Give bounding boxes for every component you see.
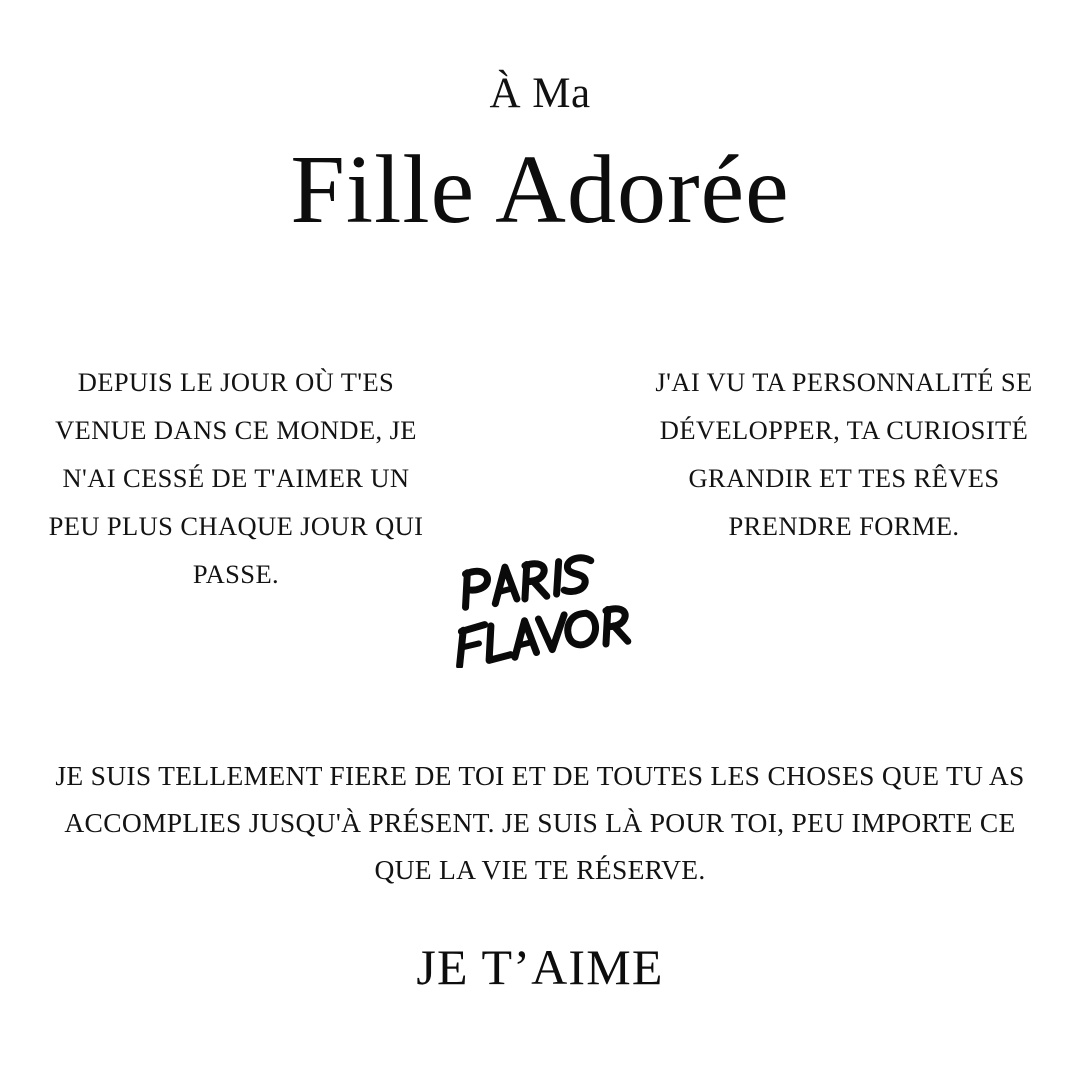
message-column-left: DEPUIS LE JOUR OÙ T'ES VENUE DANS CE MONDE, JE N'AI CESSÉ DE T'AIMER UN PEU PLUS CHAQUE JOUR QUI PASSE.	[48, 367, 424, 589]
body-paragraph: JE SUIS TELLEMENT FIERE DE TOI ET DE TOUTES LES CHOSES QUE TU AS ACCOMPLIES JUSQU'À PRÉSENT. JE SUIS LÀ POUR TOI, PEU IMPORTE CE QUE LA VIE TE RÉSERVE.	[55, 760, 1025, 885]
signoff-text: JE T’AIME	[416, 939, 664, 995]
card-title-line-1: À Ma	[489, 70, 591, 117]
heading-block	[0, 70, 1080, 252]
message-column-right: J'AI VU TA PERSONNALITÉ SE DÉVELOPPER, TA CURIOSITÉ GRANDIR ET TES RÊVES PRENDRE FORME.	[655, 367, 1033, 541]
message-columns	[0, 358, 1080, 598]
card-title-line-2: Fille Adorée	[290, 136, 790, 245]
